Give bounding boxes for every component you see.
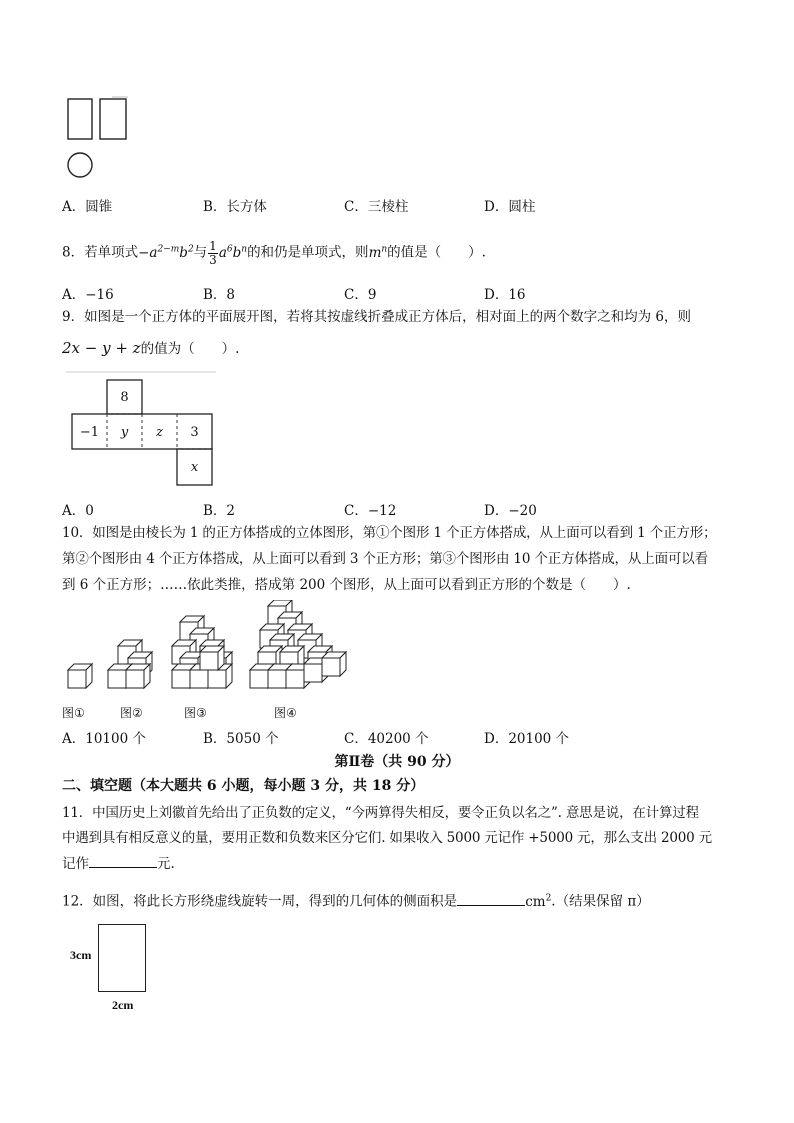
option-d[interactable]: D．−20	[484, 503, 537, 519]
option-c[interactable]: C．−12	[344, 503, 397, 519]
q8-power: $m^n$	[368, 244, 388, 261]
option-b[interactable]: B．5050 个	[203, 731, 279, 747]
option-a[interactable]: A．圆锥	[62, 199, 113, 215]
q10-question-line3: 到 6 个正方形；……依此类推，搭成第 200 个图形，从上面可以看到正方形的个数是（ ）.	[62, 577, 631, 593]
q8-term2: $a^6b^n$	[218, 244, 248, 261]
rectangle-shape	[98, 924, 146, 992]
q8-options	[62, 283, 742, 303]
option-c[interactable]: C．三棱柱	[344, 199, 409, 215]
q10-question-line1: 10．如图是由棱长为 1 的正方体搭成的立体图形，第①个图形 1 个正方体搭成，从上面可以看到 1 个正方形；	[62, 525, 717, 541]
fig-label-3: 图③	[184, 706, 207, 720]
option-a[interactable]: A．−16	[62, 287, 114, 303]
net-face-left: −1	[79, 424, 100, 440]
q11-answer-blank[interactable]	[89, 853, 157, 868]
q9-question-line2	[62, 338, 239, 359]
q9-options	[62, 499, 742, 519]
fig3-stack	[172, 616, 232, 688]
q12-text-pre: 12．如图，将此长方形绕虚线旋转一周，得到的几何体的侧面积是	[62, 893, 458, 910]
q12-unit: $cm^2$	[525, 893, 552, 910]
q9-expression: 2x − y + z	[62, 339, 141, 357]
q8-text-end: 的值是（ ）.	[387, 244, 486, 261]
q8-fraction: $\frac{1}{3}$	[209, 238, 217, 267]
q8-connector: 与	[193, 244, 208, 261]
net-face-right: 3	[190, 424, 199, 440]
width-label: 2cm	[112, 998, 134, 1012]
height-label: 3cm	[70, 948, 92, 962]
net-face-bottom: x	[190, 459, 199, 475]
fig2-stack	[108, 640, 152, 688]
q9-question-line1: 9．如图是一个正方体的平面展开图，若将其按虚线折叠成正方体后，相对面上的两个数字之和均为 6，则	[62, 309, 691, 325]
option-a[interactable]: A．0	[62, 503, 94, 519]
option-c[interactable]: C．9	[344, 287, 377, 303]
q8-question	[62, 235, 486, 267]
q12-answer-blank[interactable]	[457, 891, 525, 906]
q9-cube-net-figure	[66, 368, 226, 493]
q12-text-post: .（结果保留 π）	[551, 893, 650, 910]
q7-three-views-figure	[60, 92, 140, 182]
fig-label-1: 图①	[62, 706, 85, 720]
part2-title: 第Ⅱ卷（共 90 分）	[334, 754, 460, 770]
q11-text-post: 元.	[157, 856, 175, 872]
q12-question	[62, 888, 650, 912]
q12-rectangle-figure	[66, 920, 166, 1020]
fig-label-2: 图②	[120, 706, 143, 720]
q11-question-line3	[62, 853, 175, 874]
q10-options	[62, 727, 742, 747]
fig-label-4: 图④	[274, 706, 297, 720]
option-d[interactable]: D．圆柱	[484, 199, 536, 215]
side-view-rect	[100, 99, 126, 139]
top-view-circle	[68, 153, 92, 177]
q10-cube-stacks-figure	[60, 600, 360, 700]
q7-options	[62, 195, 742, 215]
net-face-y: y	[120, 424, 129, 440]
option-b[interactable]: B．2	[203, 503, 236, 519]
q8-term1: $-a^{2-m}b^2$	[138, 244, 194, 261]
fig4-stack	[250, 600, 346, 688]
q10-question-line2: 第②个图形由 4 个正方体搭成，从上面可以看到 3 个正方形；第③个图形由 10 个正方体搭成，从上面可以看	[62, 551, 709, 567]
q8-text-start: 8．若单项式	[62, 244, 139, 261]
option-b[interactable]: B．8	[203, 287, 236, 303]
q9-text-end: 的值为（ ）.	[140, 341, 240, 357]
cube	[68, 664, 92, 688]
option-a[interactable]: A．10100 个	[62, 731, 146, 747]
option-d[interactable]: D．20100 个	[484, 731, 570, 747]
q11-question-line1: 11．中国历史上刘徽首先给出了正负数的定义，“今两算得失相反，要令正负以名之”. 意思是说，在计算过程	[62, 805, 699, 821]
q11-question-line2: 中遇到具有相反意义的量，要用正数和负数来区分它们. 如果收入 5000 元记作 +5000 元，那么支出 2000 元	[62, 830, 712, 846]
net-face-z: z	[156, 424, 163, 440]
option-c[interactable]: C．40200 个	[344, 731, 429, 747]
front-view-rect	[68, 99, 92, 139]
q8-text-mid: 的和仍是单项式，则	[247, 244, 369, 261]
option-d[interactable]: D．16	[484, 287, 526, 303]
net-face-top: 8	[120, 389, 129, 405]
section2-title: 二、填空题（本大题共 6 小题，每小题 3 分，共 18 分）	[62, 778, 425, 794]
q11-text-pre: 记作	[62, 856, 89, 872]
option-b[interactable]: B．长方体	[203, 199, 267, 215]
